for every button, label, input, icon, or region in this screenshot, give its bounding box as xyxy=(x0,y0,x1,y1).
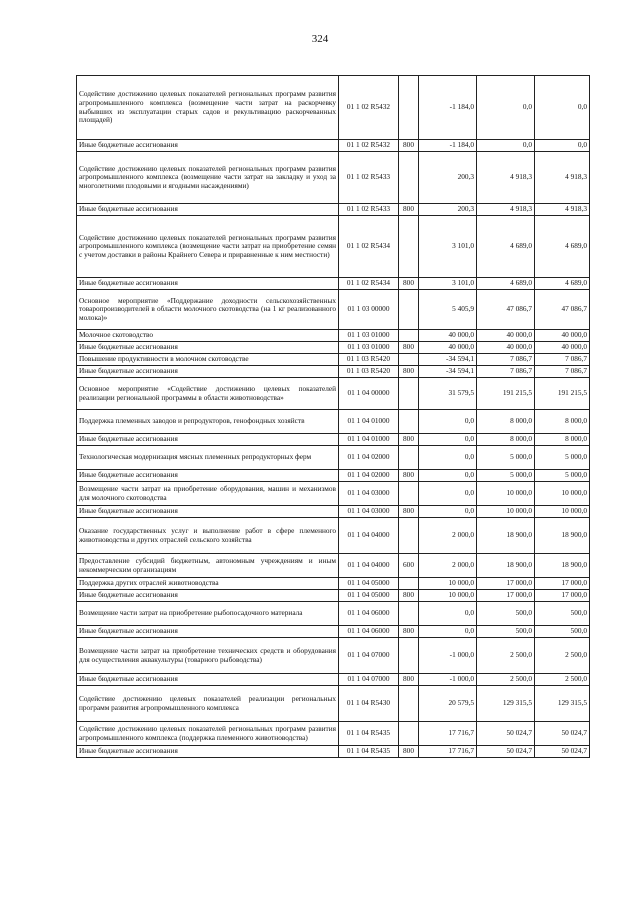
cell-value-1: 3 101,0 xyxy=(419,216,477,278)
cell-value-2: 17 000,0 xyxy=(477,590,535,602)
table-row xyxy=(77,140,590,152)
table-row xyxy=(77,626,590,638)
cell-value-3: 10 000,0 xyxy=(535,506,590,518)
cell-value-2: 50 024,7 xyxy=(477,722,535,746)
cell-name: Содействие достижению целевых показателей региональных программ развития агропромышленного комплекса (возмещение части затрат на приобретение семян с учетом доставки в районы Крайнего Севера и приравненные к ним местности) xyxy=(77,216,339,278)
cell-value-3: 50 024,7 xyxy=(535,722,590,746)
table-row xyxy=(77,330,590,342)
cell-value-3: 191 215,5 xyxy=(535,378,590,410)
cell-value-2: 4 689,0 xyxy=(477,278,535,290)
cell-name: Иные бюджетные ассигнования xyxy=(77,506,339,518)
cell-name: Поддержка племенных заводов и репродукторов, генофондных хозяйств xyxy=(77,410,339,434)
cell-csr: 01 1 04 06000 xyxy=(339,602,399,626)
cell-name: Иные бюджетные ассигнования xyxy=(77,278,339,290)
cell-name: Поддержка других отраслей животноводства xyxy=(77,578,339,590)
cell-csr: 01 1 02 R5432 xyxy=(339,140,399,152)
cell-csr: 01 1 04 07000 xyxy=(339,638,399,674)
cell-csr: 01 1 04 04000 xyxy=(339,518,399,554)
cell-value-3: 5 000,0 xyxy=(535,446,590,470)
cell-value-3: 8 000,0 xyxy=(535,434,590,446)
cell-name: Иные бюджетные ассигнования xyxy=(77,674,339,686)
cell-csr: 01 1 03 R5420 xyxy=(339,366,399,378)
cell-vr: 800 xyxy=(399,626,419,638)
cell-value-2: 10 000,0 xyxy=(477,506,535,518)
cell-name: Иные бюджетные ассигнования xyxy=(77,470,339,482)
cell-name: Иные бюджетные ассигнования xyxy=(77,590,339,602)
cell-value-1: 2 000,0 xyxy=(419,554,477,578)
cell-value-2: 4 689,0 xyxy=(477,216,535,278)
cell-value-1: 200,3 xyxy=(419,204,477,216)
cell-value-2: 5 000,0 xyxy=(477,470,535,482)
cell-vr xyxy=(399,722,419,746)
cell-value-1: 200,3 xyxy=(419,152,477,204)
cell-value-3: 5 000,0 xyxy=(535,470,590,482)
cell-name: Иные бюджетные ассигнования xyxy=(77,366,339,378)
cell-value-3: 4 918,3 xyxy=(535,152,590,204)
cell-csr: 01 1 04 03000 xyxy=(339,482,399,506)
cell-value-1: 17 716,7 xyxy=(419,746,477,758)
cell-vr: 800 xyxy=(399,204,419,216)
cell-name: Иные бюджетные ассигнования xyxy=(77,746,339,758)
cell-value-2: 0,0 xyxy=(477,76,535,140)
cell-name: Предоставление субсидий бюджетным, автономным учреждениям и иным некоммерческим организациям xyxy=(77,554,339,578)
cell-vr: 800 xyxy=(399,342,419,354)
cell-csr: 01 1 02 R5433 xyxy=(339,204,399,216)
cell-csr: 01 1 04 04000 xyxy=(339,554,399,578)
cell-name: Иные бюджетные ассигнования xyxy=(77,342,339,354)
cell-csr: 01 1 03 01000 xyxy=(339,342,399,354)
cell-value-3: 18 900,0 xyxy=(535,518,590,554)
table-row xyxy=(77,554,590,578)
cell-vr xyxy=(399,602,419,626)
cell-csr: 01 1 04 R5435 xyxy=(339,746,399,758)
cell-name: Оказание государственных услуг и выполнение работ в сфере племенного животноводства и других отраслей сельского хозяйства xyxy=(77,518,339,554)
cell-vr xyxy=(399,446,419,470)
table-row xyxy=(77,578,590,590)
cell-vr: 800 xyxy=(399,366,419,378)
cell-csr: 01 1 04 00000 xyxy=(339,378,399,410)
cell-value-3: 0,0 xyxy=(535,140,590,152)
table-row xyxy=(77,76,590,140)
cell-value-3: 500,0 xyxy=(535,626,590,638)
cell-value-2: 50 024,7 xyxy=(477,746,535,758)
cell-value-3: 18 900,0 xyxy=(535,554,590,578)
cell-csr: 01 1 03 01000 xyxy=(339,330,399,342)
cell-value-1: -1 184,0 xyxy=(419,76,477,140)
table-row xyxy=(77,216,590,278)
table-row xyxy=(77,152,590,204)
cell-value-1: -34 594,1 xyxy=(419,366,477,378)
cell-name: Содействие достижению целевых показателей региональных программ развития агропромышленного комплекса (поддержка племенного животноводства) xyxy=(77,722,339,746)
table-row xyxy=(77,746,590,758)
cell-csr: 01 1 03 00000 xyxy=(339,290,399,330)
cell-csr: 01 1 04 05000 xyxy=(339,578,399,590)
cell-vr: 800 xyxy=(399,140,419,152)
cell-csr: 01 1 02 R5434 xyxy=(339,278,399,290)
cell-csr: 01 1 04 06000 xyxy=(339,626,399,638)
table-row xyxy=(77,506,590,518)
table-row xyxy=(77,470,590,482)
cell-value-2: 8 000,0 xyxy=(477,434,535,446)
table-row xyxy=(77,410,590,434)
cell-value-1: 17 716,7 xyxy=(419,722,477,746)
table-row xyxy=(77,686,590,722)
cell-vr xyxy=(399,330,419,342)
table-row xyxy=(77,482,590,506)
cell-name: Иные бюджетные ассигнования xyxy=(77,434,339,446)
cell-value-2: 7 086,7 xyxy=(477,366,535,378)
cell-value-2: 18 900,0 xyxy=(477,518,535,554)
cell-value-2: 4 918,3 xyxy=(477,152,535,204)
table-row xyxy=(77,446,590,470)
cell-vr: 800 xyxy=(399,506,419,518)
cell-value-3: 17 000,0 xyxy=(535,590,590,602)
cell-value-3: 7 086,7 xyxy=(535,354,590,366)
cell-value-1: 3 101,0 xyxy=(419,278,477,290)
cell-name: Возмещение части затрат на приобретение технических средств и оборудования для осуществления аквакультуры (товарного рыбоводства) xyxy=(77,638,339,674)
table-row xyxy=(77,602,590,626)
cell-value-3: 129 315,5 xyxy=(535,686,590,722)
cell-value-2: 47 086,7 xyxy=(477,290,535,330)
table-row xyxy=(77,204,590,216)
cell-value-3: 47 086,7 xyxy=(535,290,590,330)
cell-value-3: 17 000,0 xyxy=(535,578,590,590)
cell-value-2: 8 000,0 xyxy=(477,410,535,434)
cell-value-3: 4 689,0 xyxy=(535,278,590,290)
table-row xyxy=(77,590,590,602)
cell-name: Возмещение части затрат на приобретение оборудования, машин и механизмов для молочного скотоводства xyxy=(77,482,339,506)
cell-vr xyxy=(399,638,419,674)
cell-vr: 800 xyxy=(399,470,419,482)
cell-value-2: 4 918,3 xyxy=(477,204,535,216)
cell-vr: 800 xyxy=(399,674,419,686)
cell-csr: 01 1 02 R5433 xyxy=(339,152,399,204)
cell-csr: 01 1 04 02000 xyxy=(339,446,399,470)
cell-value-1: 5 405,9 xyxy=(419,290,477,330)
cell-name: Основное мероприятие «Содействие достижению целевых показателей реализации региональной программы в области животноводства» xyxy=(77,378,339,410)
cell-vr: 800 xyxy=(399,590,419,602)
cell-value-1: 0,0 xyxy=(419,470,477,482)
cell-vr: 800 xyxy=(399,278,419,290)
cell-value-3: 7 086,7 xyxy=(535,366,590,378)
cell-value-2: 10 000,0 xyxy=(477,482,535,506)
cell-value-1: 10 000,0 xyxy=(419,590,477,602)
cell-csr: 01 1 02 R5432 xyxy=(339,76,399,140)
cell-value-3: 8 000,0 xyxy=(535,410,590,434)
cell-value-1: -34 594,1 xyxy=(419,354,477,366)
cell-value-2: 2 500,0 xyxy=(477,638,535,674)
cell-value-3: 50 024,7 xyxy=(535,746,590,758)
cell-vr: 800 xyxy=(399,434,419,446)
table-row xyxy=(77,722,590,746)
cell-name: Повышение продуктивности в молочном скотоводстве xyxy=(77,354,339,366)
cell-name: Содействие достижению целевых показателей региональных программ развития агропромышленного комплекса (возмещение части затрат на раскорчевку выбывших из эксплуатации старых садов и рекультивацию раскорчеванных площадей) xyxy=(77,76,339,140)
table-body xyxy=(77,76,590,758)
cell-value-2: 2 500,0 xyxy=(477,674,535,686)
cell-value-3: 40 000,0 xyxy=(535,342,590,354)
cell-vr xyxy=(399,578,419,590)
cell-value-1: 40 000,0 xyxy=(419,330,477,342)
cell-csr: 01 1 04 02000 xyxy=(339,470,399,482)
cell-value-1: 0,0 xyxy=(419,410,477,434)
cell-value-1: -1 184,0 xyxy=(419,140,477,152)
budget-table xyxy=(76,75,590,758)
cell-name: Основное мероприятие «Поддержание доходности сельскохозяйственных товаропроизводителей в области молочного скотоводства (на 1 кг реализованного молока)» xyxy=(77,290,339,330)
cell-name: Молочное скотоводство xyxy=(77,330,339,342)
cell-value-1: 0,0 xyxy=(419,602,477,626)
table-row xyxy=(77,518,590,554)
cell-csr: 01 1 04 05000 xyxy=(339,590,399,602)
cell-vr xyxy=(399,378,419,410)
cell-csr: 01 1 03 R5420 xyxy=(339,354,399,366)
cell-value-2: 0,0 xyxy=(477,140,535,152)
cell-value-2: 191 215,5 xyxy=(477,378,535,410)
cell-vr xyxy=(399,76,419,140)
cell-csr: 01 1 04 R5430 xyxy=(339,686,399,722)
cell-value-2: 40 000,0 xyxy=(477,330,535,342)
cell-vr xyxy=(399,152,419,204)
cell-value-3: 4 918,3 xyxy=(535,204,590,216)
table-row xyxy=(77,366,590,378)
cell-vr xyxy=(399,686,419,722)
table-row xyxy=(77,278,590,290)
cell-csr: 01 1 04 01000 xyxy=(339,434,399,446)
cell-value-2: 7 086,7 xyxy=(477,354,535,366)
cell-vr xyxy=(399,290,419,330)
cell-name: Содействие достижению целевых показателей региональных программ развития агропромышленного комплекса (возмещение части затрат на закладку и уход за многолетними плодовыми и ягодными насаждениями) xyxy=(77,152,339,204)
table-row xyxy=(77,674,590,686)
cell-value-2: 17 000,0 xyxy=(477,578,535,590)
cell-value-1: 0,0 xyxy=(419,446,477,470)
table-row xyxy=(77,378,590,410)
cell-csr: 01 1 02 R5434 xyxy=(339,216,399,278)
cell-value-1: 31 579,5 xyxy=(419,378,477,410)
cell-value-2: 129 315,5 xyxy=(477,686,535,722)
cell-value-1: 2 000,0 xyxy=(419,518,477,554)
cell-csr: 01 1 04 R5435 xyxy=(339,722,399,746)
cell-name: Технологическая модернизация мясных племенных репродукторных ферм xyxy=(77,446,339,470)
cell-vr xyxy=(399,216,419,278)
cell-vr: 600 xyxy=(399,554,419,578)
table-row xyxy=(77,638,590,674)
cell-value-1: 20 579,5 xyxy=(419,686,477,722)
cell-value-3: 10 000,0 xyxy=(535,482,590,506)
table-row xyxy=(77,434,590,446)
table-row xyxy=(77,354,590,366)
cell-value-3: 2 500,0 xyxy=(535,674,590,686)
cell-value-1: -1 000,0 xyxy=(419,638,477,674)
cell-value-1: 0,0 xyxy=(419,506,477,518)
cell-value-2: 500,0 xyxy=(477,626,535,638)
cell-vr xyxy=(399,482,419,506)
cell-value-1: 0,0 xyxy=(419,434,477,446)
cell-vr xyxy=(399,410,419,434)
cell-vr xyxy=(399,354,419,366)
cell-csr: 01 1 04 03000 xyxy=(339,506,399,518)
cell-csr: 01 1 04 01000 xyxy=(339,410,399,434)
cell-vr xyxy=(399,518,419,554)
cell-value-3: 0,0 xyxy=(535,76,590,140)
cell-name: Содействие достижению целевых показателей реализации региональных программ развития агропромышленного комплекса xyxy=(77,686,339,722)
cell-value-1: -1 000,0 xyxy=(419,674,477,686)
cell-value-1: 40 000,0 xyxy=(419,342,477,354)
cell-csr: 01 1 04 07000 xyxy=(339,674,399,686)
cell-value-2: 40 000,0 xyxy=(477,342,535,354)
cell-name: Возмещение части затрат на приобретение рыбопосадочного материала xyxy=(77,602,339,626)
cell-name: Иные бюджетные ассигнования xyxy=(77,626,339,638)
cell-value-1: 0,0 xyxy=(419,482,477,506)
cell-value-3: 4 689,0 xyxy=(535,216,590,278)
page-number: 324 xyxy=(311,33,329,45)
table-row xyxy=(77,290,590,330)
cell-value-1: 0,0 xyxy=(419,626,477,638)
cell-value-3: 2 500,0 xyxy=(535,638,590,674)
cell-name: Иные бюджетные ассигнования xyxy=(77,140,339,152)
cell-value-2: 5 000,0 xyxy=(477,446,535,470)
cell-vr: 800 xyxy=(399,746,419,758)
cell-value-3: 500,0 xyxy=(535,602,590,626)
cell-value-2: 18 900,0 xyxy=(477,554,535,578)
cell-value-3: 40 000,0 xyxy=(535,330,590,342)
cell-name: Иные бюджетные ассигнования xyxy=(77,204,339,216)
cell-value-1: 10 000,0 xyxy=(419,578,477,590)
cell-value-2: 500,0 xyxy=(477,602,535,626)
table-row xyxy=(77,342,590,354)
